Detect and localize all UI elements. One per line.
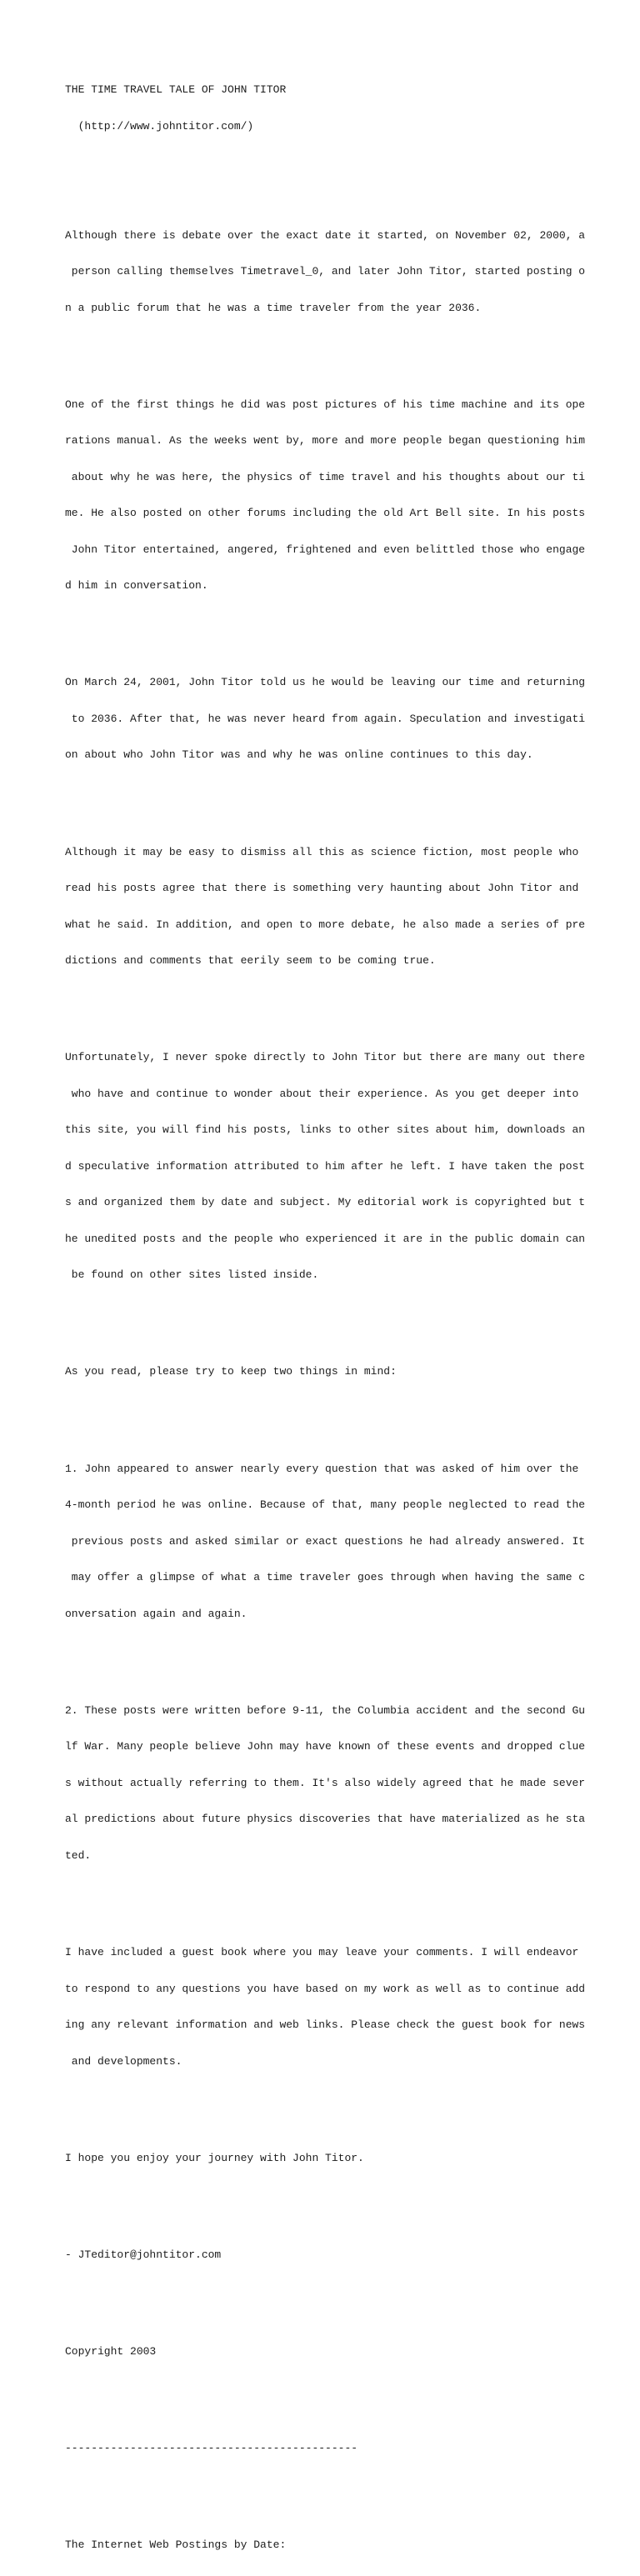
closing-line: I hope you enjoy your journey with John Titor.	[65, 2151, 364, 2164]
list-item-1-line: onversation again and again.	[65, 1607, 248, 1620]
list-item-2-line: s without actually referring to them. It's also widely agreed that he made sever	[65, 1776, 586, 1789]
text-line: me. He also posted on other forums including the old Art Bell site. In his posts	[65, 507, 586, 520]
text-line: I have included a guest book where you may leave your comments. I will endeavor	[65, 1946, 579, 1958]
text-line: d speculative information attributed to him after he left. I have taken the post	[65, 1159, 586, 1173]
text-line: ing any relevant information and web links. Please check the guest book for news	[65, 2018, 586, 2031]
text-line: read his posts agree that there is something very haunting about John Titor and	[65, 882, 579, 895]
list-item-2-line: ted.	[65, 1848, 92, 1862]
list-item-1-line: may offer a glimpse of what a time traveler goes through when having the same c	[65, 1571, 586, 1584]
text-line: about why he was here, the physics of time travel and his thoughts about our ti	[65, 470, 586, 483]
text-line: d him in conversation.	[65, 579, 208, 593]
spacer	[65, 2383, 632, 2395]
text-line: As you read, please try to keep two things in mind:	[65, 1365, 397, 1378]
spacer	[65, 338, 632, 351]
text-line: and developments.	[65, 2054, 182, 2068]
title-line: THE TIME TRAVEL TALE OF JOHN TITOR	[65, 83, 287, 96]
text-line: what he said. In addition, and open to more debate, he also made a series of pre	[65, 918, 586, 931]
spacer	[65, 1886, 632, 1898]
spacer	[65, 2092, 632, 2104]
text-line: Unfortunately, I never spoke directly to John Titor but there are many out there	[65, 1051, 586, 1064]
copyright-notice: Copyright 2003	[65, 2345, 157, 2358]
text-line: On March 24, 2001, John Titor told us he would be leaving our time and returning	[65, 676, 586, 689]
text-line: dictions and comments that eerily seem to be coming true.	[65, 954, 436, 968]
text-line: rations manual. As the weeks went by, more and more people began questioning him	[65, 434, 586, 448]
spacer	[65, 2285, 632, 2298]
text-line: One of the first things he did was post pictures of his time machine and its ope	[65, 398, 586, 411]
spacer	[65, 992, 632, 1004]
title-url-line: (http://www.johntitor.com/)	[65, 119, 254, 133]
spacer	[65, 617, 632, 629]
text-line: Although it may be easy to dismiss all this as science fiction, most people who	[65, 845, 579, 858]
spacer	[65, 1306, 632, 1318]
spacer	[65, 1403, 632, 1415]
text-line: who have and continue to wonder about their experience. As you get deeper into	[65, 1087, 579, 1100]
text-line: he unedited posts and the people who experienced it are in the public domain can	[65, 1232, 586, 1245]
list-item-1-line: previous posts and asked similar or exact questions he had already answered. It	[65, 1534, 586, 1548]
text-line: John Titor entertained, angered, frightened and even belittled those who engage	[65, 543, 586, 556]
text-line: this site, you will find his posts, links to other sites about him, downloads an	[65, 1123, 586, 1137]
text-line: Although there is debate over the exact date it started, on November 02, 2000, a	[65, 228, 586, 242]
signature-email: - JTeditor@johntitor.com	[65, 2248, 222, 2261]
text-line: to respond to any questions you have based on my work as well as to continue add	[65, 1982, 586, 1995]
list-item-2-line: al predictions about future physics discoveries that have materialized as he sta	[65, 1813, 586, 1826]
section-heading: The Internet Web Postings by Date:	[65, 2538, 287, 2552]
list-item-2-line: 2. These posts were written before 9-11, the Columbia accident and the second Gu	[65, 1703, 586, 1717]
list-item-1-line: 1. John appeared to answer nearly every question that was asked of him over the	[65, 1462, 579, 1475]
divider-line: ---------------------------------------------	[65, 2442, 358, 2455]
list-item-1-line: 4-month period he was online. Because of that, many people neglected to read the	[65, 1498, 586, 1512]
spacer	[65, 157, 632, 182]
document-body	[65, 60, 632, 2576]
spacer	[65, 1644, 632, 1657]
text-line: n a public forum that he was a time traveler from the year 2036.	[65, 301, 482, 314]
text-line: on about who John Titor was and why he was online continues to this day.	[65, 748, 533, 762]
text-line: person calling themselves Timetravel_0, and later John Titor, started posting o	[65, 265, 586, 278]
text-line: be found on other sites listed inside.	[65, 1268, 319, 1282]
list-item-2-line: lf War. Many people believe John may have known of these events and dropped clue	[65, 1740, 586, 1753]
spacer	[65, 2479, 632, 2492]
text-line: to 2036. After that, he was never heard from again. Speculation and investigati	[65, 712, 586, 725]
text-line: s and organized them by date and subject. My editorial work is copyrighted but t	[65, 1196, 586, 1209]
spacer	[65, 786, 632, 798]
spacer	[65, 2188, 632, 2201]
